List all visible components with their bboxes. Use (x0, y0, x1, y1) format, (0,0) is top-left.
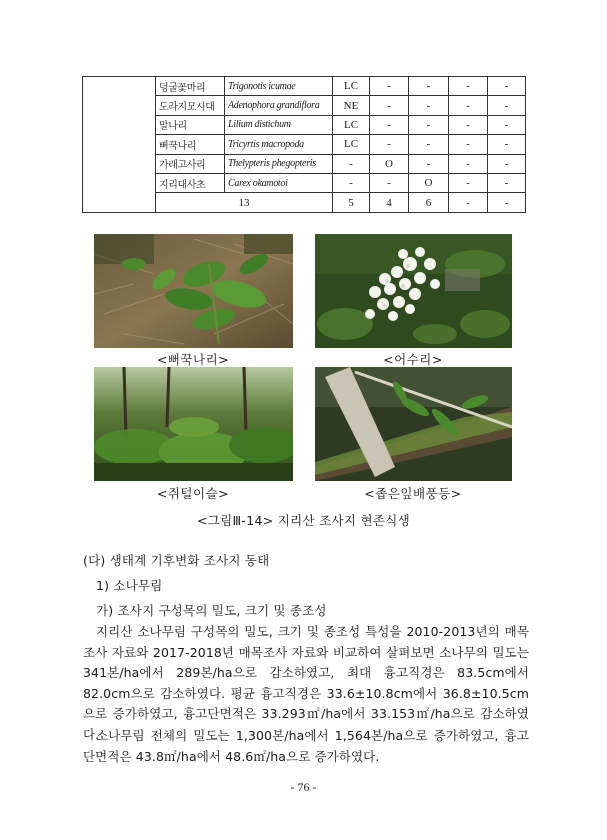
scientific-name: Thelypteris phegopteris (225, 154, 333, 173)
value-cell: - (449, 77, 488, 96)
value-cell: - (370, 173, 409, 192)
vegetation-table (82, 76, 526, 213)
status-cell: LC (333, 135, 370, 154)
value-cell: O (370, 154, 409, 173)
photo-tricyrtis (94, 234, 293, 348)
subsection-heading: 1) 소나무림 (96, 578, 163, 593)
value-cell: - (449, 154, 488, 173)
group-cell (83, 77, 156, 213)
subsubsection-heading: 가) 조사지 구성목의 밀도, 크기 및 종조성 (96, 603, 327, 618)
table-row (83, 77, 526, 96)
scientific-name: Tricyrtis macropoda (225, 135, 333, 154)
status-cell: - (333, 173, 370, 192)
value-cell: - (488, 154, 526, 173)
scientific-name: Adenophora grandiflora (225, 96, 333, 115)
korean-name: 뻐꾹나리 (156, 135, 225, 154)
scientific-name: Lilium distichum (225, 115, 333, 134)
value-cell: - (449, 135, 488, 154)
photo-caption-heracleum: <어수리> (383, 352, 443, 367)
paragraph: 소나무림 전체의 밀도는 1,300본/ha에서 1,564본/ha으로 증가하였고, 흉고단면적은 43.8㎡/ha에서 48.6㎡/ha으로 증가하였다. (83, 728, 529, 764)
value-cell: - (409, 154, 449, 173)
value-cell: - (488, 135, 526, 154)
photo-heracleum (315, 234, 512, 348)
value-cell: - (409, 135, 449, 154)
page-number: - 76 - (290, 780, 317, 794)
total-status: 5 (333, 193, 370, 213)
total-value: 4 (370, 193, 409, 213)
value-cell: - (370, 77, 409, 96)
korean-name: 지리대사초 (156, 173, 225, 192)
value-cell: O (409, 173, 449, 192)
paragraph: 지리산 소나무림 구성목의 밀도, 크기 및 종조성 특성을 2010-2013년의 매목조사 자료와 2017-2018년 매목조사 자료와 비교하여 살펴보면 소나무의 밀도는 341본/ha에서 289본/ha으로 감소하였고, 최대 흉고직경은 83.5cm에서 82.0cm으로 감소하였다. 평균 흉고직경은 33.6±10.8cm에서 36.8±10.5cm으로 증가하였고, 흉고단면적은 33.293㎡/ha에서 33.153㎡/ha으로 감소하였다. (83, 624, 529, 742)
value-cell: - (370, 115, 409, 134)
value-cell: - (488, 96, 526, 115)
status-cell: - (333, 154, 370, 173)
value-cell: - (449, 115, 488, 134)
korean-name: 도라지모시대 (156, 96, 225, 115)
total-value: - (488, 193, 526, 213)
korean-name: 말나리 (156, 115, 225, 134)
value-cell: - (409, 115, 449, 134)
korean-name: 가래고사리 (156, 154, 225, 173)
photo-caption-circaea: <쥐털이슬> (156, 486, 230, 501)
photo-circaea (94, 367, 293, 481)
value-cell: - (449, 173, 488, 192)
value-cell: - (488, 77, 526, 96)
scientific-name: Trigonotis icumae (225, 77, 333, 96)
value-cell: - (370, 96, 409, 115)
status-cell: NE (333, 96, 370, 115)
total-value: - (449, 193, 488, 213)
value-cell: - (409, 96, 449, 115)
photo-caption-solanum: <좁은잎배풍등> (364, 486, 462, 501)
status-cell: LC (333, 77, 370, 96)
value-cell: - (449, 96, 488, 115)
total-value: 6 (409, 193, 449, 213)
status-cell: LC (333, 115, 370, 134)
total-count: 13 (156, 193, 333, 213)
photo-caption-tricyrtis: <뻐꾹나리> (156, 352, 230, 367)
scientific-name: Carex okamotoi (225, 173, 333, 192)
section-heading: (다) 생태계 기후변화 조사지 동태 (83, 553, 270, 568)
photo-solanum (315, 367, 512, 481)
korean-name: 덩굴꽃마리 (156, 77, 225, 96)
value-cell: - (409, 77, 449, 96)
value-cell: - (370, 135, 409, 154)
figure-caption: <그림Ⅲ-14> 지리산 조사지 현존식생 (196, 513, 411, 528)
value-cell: - (488, 173, 526, 192)
value-cell: - (488, 115, 526, 134)
